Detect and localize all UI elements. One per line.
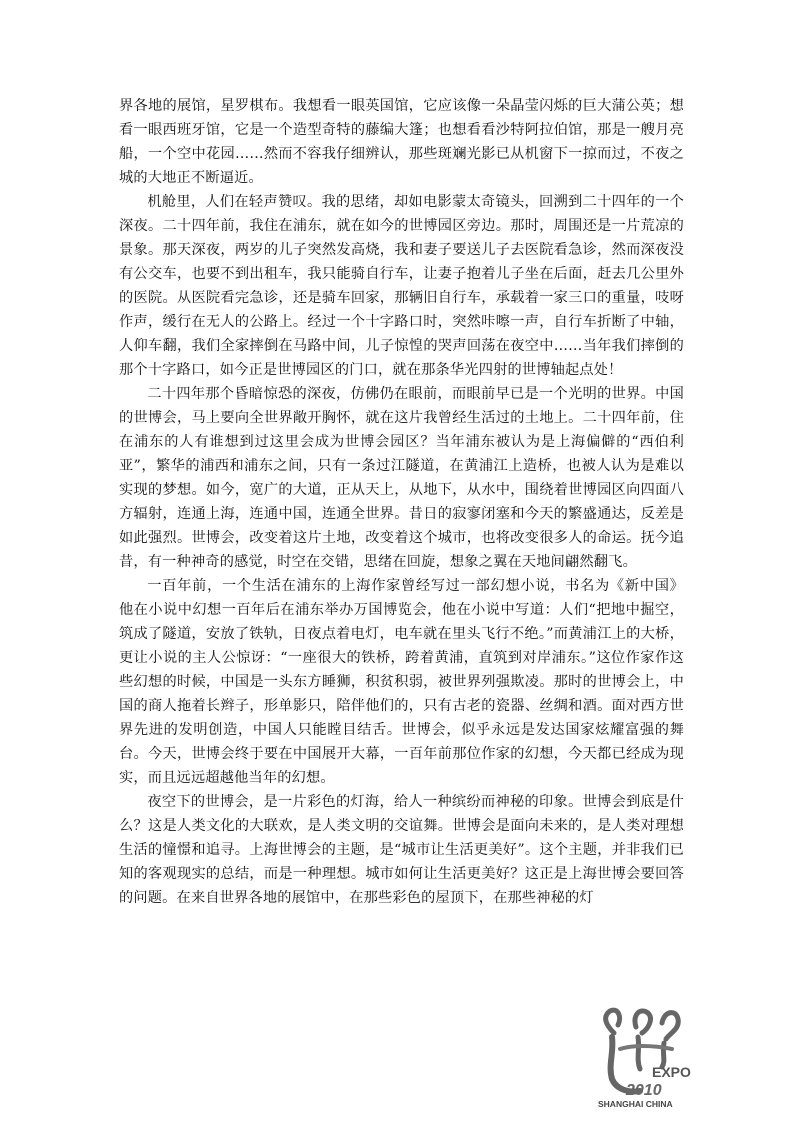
paragraph-1: 界各地的展馆，星罗棋布。我想看一眼英国馆，它应该像一朵晶莹闪烁的巨大蒲公英；想看一眼西班牙馆，它是一个造型奇特的藤编大篷；也想看看沙特阿拉伯馆，那是一艘月亮船，一个空中花园……然而不容我仔细辨认，那些斑斓光影已从机窗下一掠而过，不夜之城的大地正不断逼近。	[119, 98, 684, 186]
paragraph-2: 机舱里，人们在轻声赞叹。我的思绪，却如电影蒙太奇镜头，回溯到二十四年的一个深夜。二十四年前，我住在浦东，就在如今的世博园区旁边。那时，周围还是一片荒凉的景象。那天深夜，两岁的儿子突然发高烧，我和妻子要送儿子去医院看急诊，然而深夜没有公交车，也要不到出租车，我只能骑自行车，让妻子抱着儿子坐在后面，赶去几公里外的医院。从医院看完急诊，还是骑车回家，那辆旧自行车，承载着一家三口的重量，吱呀作声，缓行在无人的公路上。经过一个十字路口时，突然咔嚓一声，自行车折断了中轴，人仰车翻，我们全家摔倒在马路中间，儿子惊惶的哭声回荡在夜空中……当年我们摔倒的那个十字路口，如今正是世博园区的门口，就在那条华光四射的世博轴起点处！	[119, 194, 684, 378]
paragraph-5: 夜空下的世博会，是一片彩色的灯海，给人一种缤纷而神秘的印象。世博会到底是什么？这是人类文化的大联欢，是人类文明的交谊舞。世博会是面向未来的，是人类对理想生活的憧憬和追寻。上海世博会的主题，是“城市让生活更美好”。这个主题，并非我们已知的客观现实的总结，而是一种理想。城市如何让生活更美好？这正是上海世博会要回答的问题。在来自世界各地的展馆中，在那些彩色的屋顶下，在那些神秘的灯	[119, 794, 684, 906]
expo-logo-emblem	[592, 1003, 704, 1111]
expo-2010-logo	[592, 1003, 704, 1111]
logo-expo-text: EXPO	[652, 1064, 691, 1080]
article-body	[119, 94, 684, 910]
paragraph-3: 二十四年那个昏暗惊恐的深夜，仿佛仍在眼前，而眼前早已是一个光明的世界。中国的世博会，马上要向全世界敞开胸怀，就在这片我曾经生活过的土地上。二十四年前，住在浦东的人有谁想到过这里会成为世博会园区？当年浦东被认为是上海偏僻的“西伯利亚”，繁华的浦西和浦东之间，只有一条过江隧道，在黄浦江上造桥，也被人认为是难以实现的梦想。如今，宽广的大道，正从天上，从地下，从水中，围绕着世博园区向四面八方辐射，连通上海，连通中国，连通全世界。昔日的寂寥闭塞和今天的繁盛通达，反差是如此强烈。世博会，改变着这片土地，改变着这个城市，也将改变很多人的命运。抚今追昔，有一种神奇的感觉，时空在交错，思绪在回旋，想象之翼在天地间翩然翻飞。	[119, 386, 684, 570]
paragraph-4: 一百年前，一个生活在浦东的上海作家曾经写过一部幻想小说，书名为《新中国》 他在小说中幻想一百年后在浦东举办万国博览会，他在小说中写道：人们“把地中掘空，筑成了隧道，安放了铁轨，日夜点着电灯，电车就在里头飞行不绝。”而黄浦江上的大桥，更让小说的主人公惊讶：“一座很大的铁桥，跨着黄浦，直筑到对岸浦东。”这位作家作这些幻想的时候，中国是一头东方睡狮，积贫积弱，被世界列强欺凌。那时的世博会上，中国的商人拖着长辫子，形单影只，陪伴他们的，只有古老的瓷器、丝绸和酒。面对西方世界先进的发明创造，中国人只能瞠目结舌。世博会，似乎永远是发达国家炫耀富强的舞台。今天，世博会终于要在中国展开大幕，一百年前那位作家的幻想，今天都已经成为现实，而且远远超越他当年的幻想。	[119, 578, 684, 786]
logo-location-text: SHANGHAI CHINA	[598, 1099, 673, 1109]
logo-year-text: 2010	[626, 1082, 662, 1099]
